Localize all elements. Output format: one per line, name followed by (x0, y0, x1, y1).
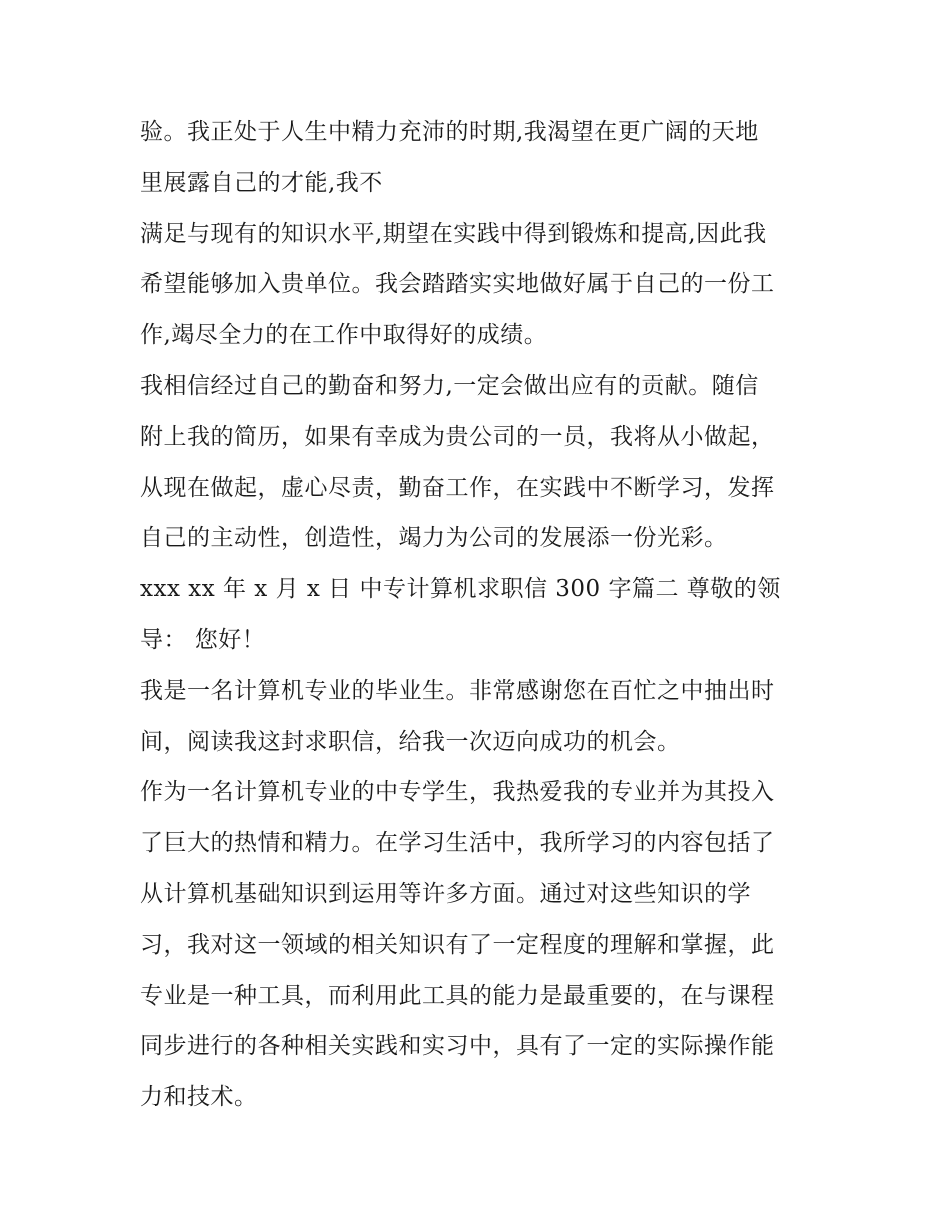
text-line: 我相信经过自己的勤奋和努力,一定会做出应有的贡献。随信 (140, 372, 759, 399)
text-line: 力和技术。 (140, 1084, 258, 1111)
text-line: 从计算机基础知识到运用等许多方面。通过对这些知识的学 (140, 880, 751, 907)
text-line: 附上我的简历，如果有幸成为贵公司的一员，我将从小做起， (140, 423, 775, 450)
text-line: 从现在做起，虚心尽责，勤奋工作，在实践中不断学习，发挥 (140, 474, 775, 501)
text-line: 我是一名计算机专业的毕业生。非常感谢您在百忙之中抽出时 (140, 677, 775, 704)
text-line: 满足与现有的知识水平,期望在实践中得到锻炼和提高,因此我 (140, 220, 767, 247)
text-line: 间，阅读我这封求职信，给我一次迈向成功的机会。 (140, 728, 681, 755)
text-line: 了巨大的热情和精力。在学习生活中，我所学习的内容包括了 (140, 830, 775, 857)
text-line: xxx xx 年 x 月 x 日 中专计算机求职信 300 字篇二 尊敬的领 (140, 576, 781, 603)
text-line: 里展露自己的才能,我不 (140, 169, 383, 196)
text-line: 自己的主动性，创造性，竭力为公司的发展添一份光彩。 (140, 525, 728, 552)
text-line: 作,竭尽全力的在工作中取得好的成绩。 (140, 322, 548, 349)
text-line: 导： 您好！ (140, 626, 266, 653)
text-line: 专业是一种工具，而利用此工具的能力是最重要的，在与课程 (140, 982, 775, 1009)
text-line: 同步进行的各种相关实践和实习中，具有了一定的实际操作能 (140, 1033, 775, 1060)
text-line: 习，我对这一领域的相关知识有了一定程度的理解和掌握，此 (140, 931, 775, 958)
text-line: 作为一名计算机专业的中专学生，我热爱我的专业并为其投入 (140, 779, 775, 806)
document-body (140, 107, 830, 1123)
text-line: 验。我正处于人生中精力充沛的时期,我渴望在更广阔的天地 (140, 119, 759, 145)
text-line: 希望能够加入贵单位。我会踏踏实实地做好属于自己的一份工 (140, 271, 775, 298)
